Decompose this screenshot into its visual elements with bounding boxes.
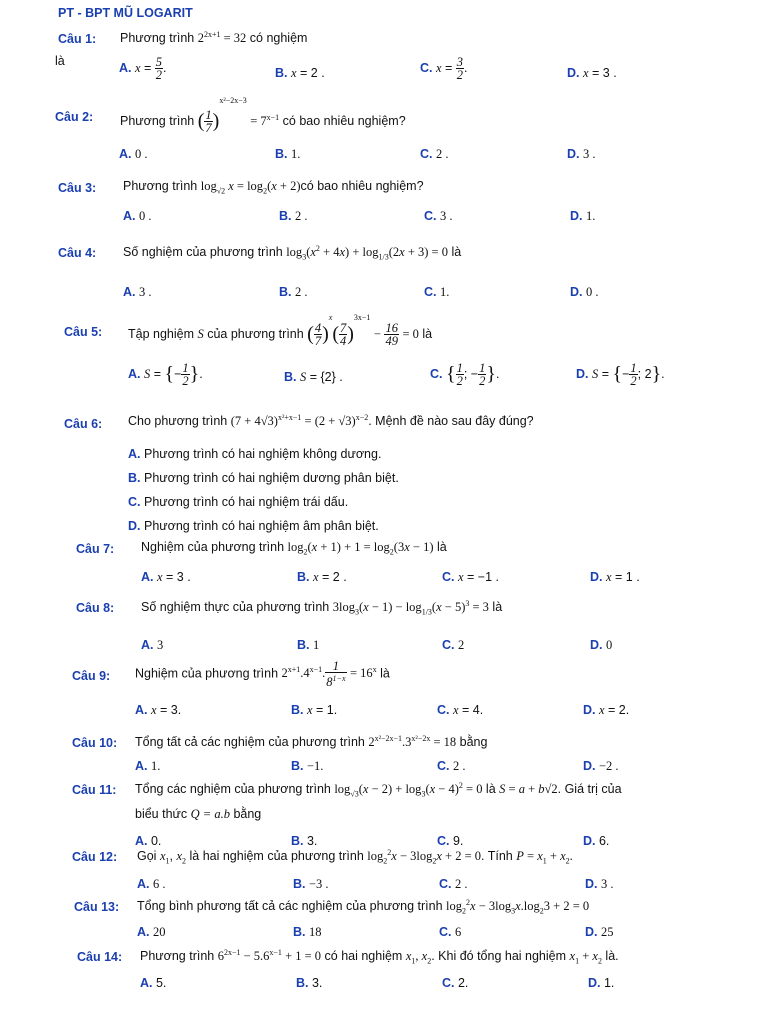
question-label: Câu 7: (76, 542, 115, 556)
question-text: Tổng bình phương tất cả các nghiệm của phương trình $\log_2^2x - 3\log_3x.\log_23 + 2 = 0$ (137, 898, 590, 916)
option-a[interactable]: A. 0 . (123, 209, 152, 223)
option-c[interactable]: C. 1. (424, 285, 450, 299)
question-label: Câu 13: (74, 900, 120, 914)
option-c[interactable]: C. 3 . (424, 209, 453, 223)
option-a[interactable]: A. 3 . (123, 285, 152, 299)
option-b[interactable]: B. x = 2 . (297, 570, 347, 584)
option-b[interactable]: B. 2 . (279, 285, 308, 299)
question-label: Câu 12: (72, 850, 118, 864)
option-b[interactable]: B. 2 . (279, 209, 308, 223)
option-a[interactable]: A. x = 3 . (141, 570, 191, 584)
question-text: Phương trình $6^{2x-1} - 5.6^{x-1} + 1 = 0$ có hai nghiệm $x_1$, $x_2$. Khi đó tổng hai nghiệm $x_1 + x_2$ là. (140, 948, 619, 966)
question-label: Câu 9: (72, 669, 111, 683)
option-b[interactable]: B. Phương trình có hai nghiệm dương phân biệt. (128, 471, 399, 485)
question-text: Số nghiệm của phương trình $\log_3(x^2 + 4x) + \log_{1/3}(2x + 3) = 0$ là (123, 244, 462, 262)
option-b[interactable]: B. x = 2 . (275, 66, 325, 80)
option-d[interactable]: D. 0 . (570, 285, 599, 299)
option-c[interactable]: C. x = $\frac{3}{2}$ . (420, 55, 468, 82)
option-d[interactable]: D. x = 1 . (590, 570, 640, 584)
option-c[interactable]: C. { $\frac{1}{2}$ ; − $\frac{1}{2}$ }. (430, 361, 500, 388)
option-a[interactable]: A. 0 . (119, 147, 148, 161)
option-a[interactable]: A. 20 (137, 925, 166, 939)
option-b[interactable]: B. x = 1. (291, 703, 338, 717)
question-label: Câu 2: (55, 110, 94, 124)
option-c[interactable]: C. Phương trình có hai nghiệm trái dấu. (128, 495, 349, 509)
option-c[interactable]: C. 9. (437, 834, 464, 848)
option-d[interactable]: D. Phương trình có hai nghiệm âm phân biệt. (128, 519, 379, 533)
question-label: Câu 3: (58, 181, 97, 195)
question-text: Cho phương trình $(7 + 4√3)^{x^2+x-1} = (2 + √3)^{x-2}$. Mệnh đề nào sau đây đúng? (128, 413, 534, 429)
option-d[interactable]: D. 1. (570, 209, 596, 223)
option-a[interactable]: A. 5. (140, 976, 167, 990)
question-label: Câu 11: (72, 783, 117, 797)
option-b[interactable]: B. S = {2} . (284, 370, 343, 384)
page-header: PT - BPT MŨ LOGARIT (58, 6, 193, 20)
option-c[interactable]: C. 2 . (439, 877, 468, 891)
option-b[interactable]: B. −3 . (293, 877, 329, 891)
option-a[interactable]: A. Phương trình có hai nghiệm không dương. (128, 447, 382, 461)
question-text: Phương trình $\log_{√2} x = \log_2(x$ + 2)có bao nhiêu nghiệm? (123, 179, 424, 196)
option-c[interactable]: C. x = −1 . (442, 570, 499, 584)
question-label: Câu 6: (64, 417, 103, 431)
option-c[interactable]: C. 2 . (420, 147, 449, 161)
question-label: Câu 1: (58, 32, 97, 46)
question-text: Nghiệm của phương trình $2^{x+1}.4^{x-1}$. $\frac{1}{8^{1-x}}$ = $16^x$ là (135, 659, 390, 690)
option-d[interactable]: D. 6. (583, 834, 610, 848)
option-d[interactable]: D. 3 . (567, 147, 596, 161)
option-a[interactable]: A. x = $\frac{5}{2}$ . (119, 55, 167, 82)
option-b[interactable]: B. 18 (293, 925, 322, 939)
option-d[interactable]: D. x = 2. (583, 703, 630, 717)
question-text: Số nghiệm thực của phương trình $3\log_3(x - 1) - \log_{1/3}(x - 5)^3 = 3$ là (141, 599, 503, 617)
option-b[interactable]: B. 3. (291, 834, 318, 848)
question-text: Tổng tất cả các nghiệm của phương trình $2^{x^2-2x-1}.3^{x^2-2x} = 18$ bằng (135, 734, 488, 750)
option-d[interactable]: D. 3 . (585, 877, 614, 891)
option-d[interactable]: D. −2 . (583, 759, 619, 773)
option-a[interactable]: A. 1. (135, 759, 161, 773)
option-c[interactable]: C. 2 . (437, 759, 466, 773)
option-a[interactable]: A. 6 . (137, 877, 166, 891)
option-a[interactable]: A. x = 3. (135, 703, 182, 717)
question-text: Tổng các nghiệm của phương trình $\log_{√3}(x - 2) + \log_3(x - 4)^2 = 0$ là S = a + b√2. Giá trị của (135, 781, 622, 799)
option-c[interactable]: C. 2. (442, 976, 469, 990)
question-label: Câu 8: (76, 601, 115, 615)
option-c[interactable]: C. x = 4. (437, 703, 484, 717)
option-a[interactable]: A. 0. (135, 834, 162, 848)
question-label: Câu 5: (64, 325, 103, 339)
option-b[interactable]: B. 3. (296, 976, 323, 990)
option-d[interactable]: D. 1. (588, 976, 615, 990)
question-text: Phương trình ( $\frac{1}{7}$ )$^{x^2-2x-3} = 7^{x-1}$ có bao nhiêu nghiệm? (120, 96, 406, 136)
option-d[interactable]: D. S = {− $\frac{1}{2}$ ; 2}. (576, 361, 665, 388)
option-b[interactable]: B. −1. (291, 759, 324, 773)
option-a[interactable]: A. 3 (141, 638, 164, 652)
option-d[interactable]: D. x = 3 . (567, 66, 617, 80)
question-text: Nghiệm của phương trình $\log_2(x + 1) + 1 = \log_2(3x - 1)$ là (141, 540, 447, 557)
option-b[interactable]: B. 1 (297, 638, 320, 652)
question-text: Gọi $x_1$, $x_2$ là hai nghiệm của phương trình $\log_2^2x - 3\log_2x + 2 = 0$. Tính $P = x_1 + x_2$. (137, 848, 573, 866)
option-b[interactable]: B. 1. (275, 147, 301, 161)
question-text: Phương trình $2^{2x+1} = 32$ có nghiệm (120, 30, 308, 46)
option-c[interactable]: C. 6 (439, 925, 462, 939)
option-d[interactable]: D. 25 (585, 925, 614, 939)
option-d[interactable]: D. 0 (590, 638, 613, 652)
question-text: Tập nghiệm S của phương trình ( $\frac{4}{7}$ )$^x$( $\frac{7}{4}$ )$^{3x-1}$ − $\frac{16}{49}$ = 0 là (128, 313, 433, 349)
question-label: Câu 4: (58, 246, 97, 260)
question-label: Câu 10: (72, 736, 118, 750)
option-c[interactable]: C. 2 (442, 638, 465, 652)
question-label: Câu 14: (77, 950, 123, 964)
question-text-cont: là (55, 54, 65, 68)
option-a[interactable]: A. S = {− $\frac{1}{2}$ }. (128, 361, 203, 388)
question-text-cont: biểu thức Q = a.b bằng (135, 807, 262, 821)
